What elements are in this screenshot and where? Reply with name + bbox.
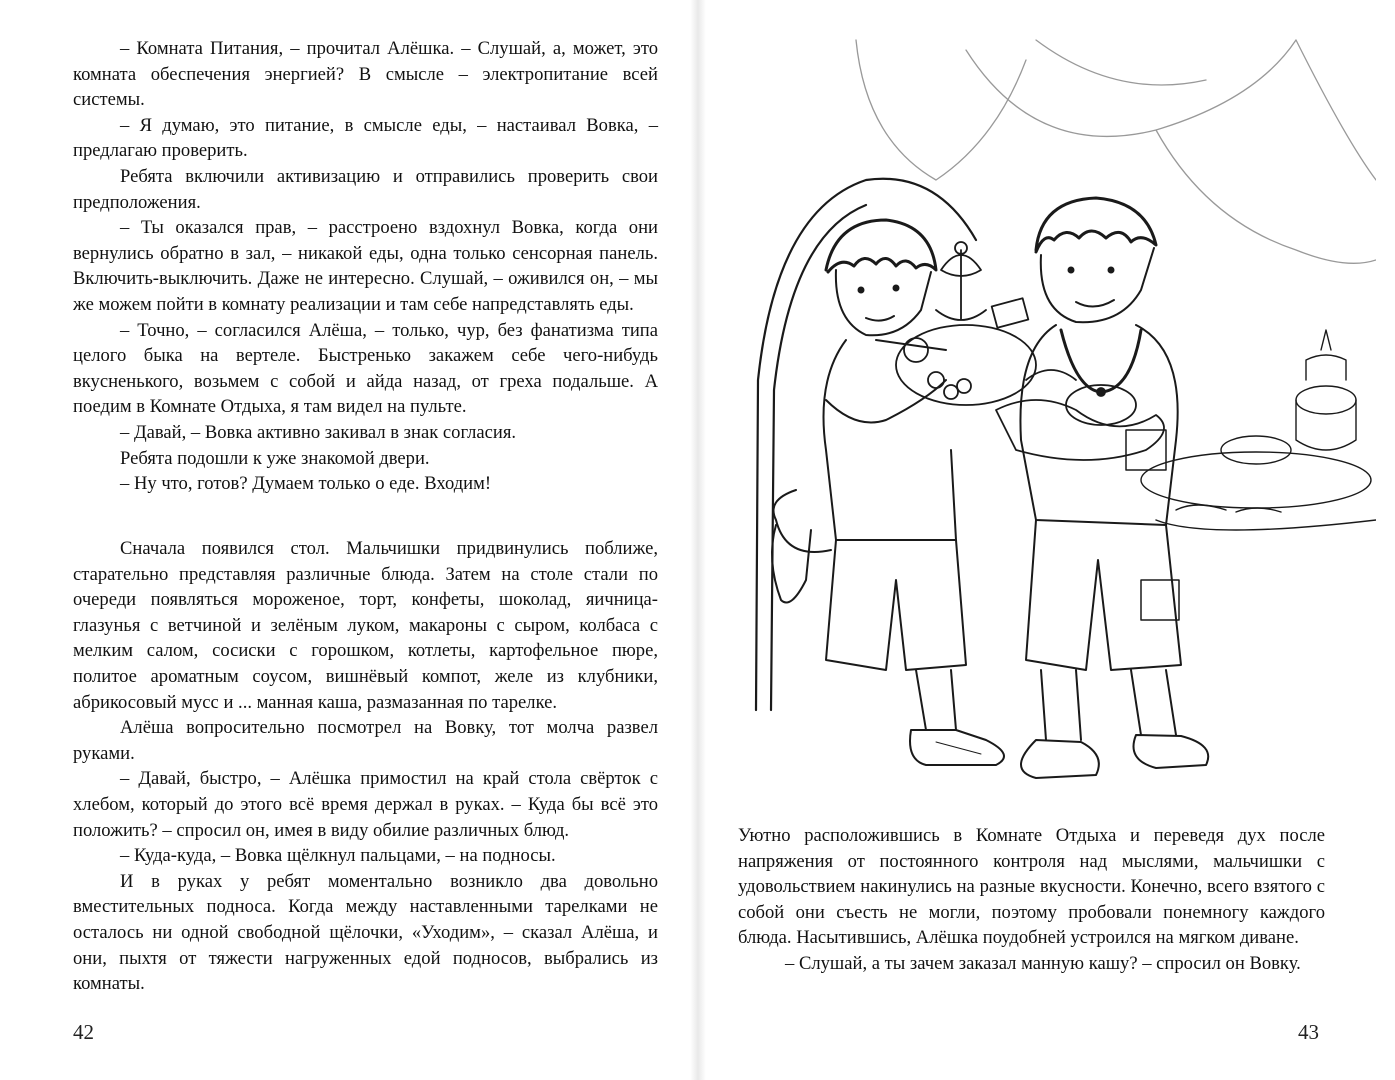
paragraph: – Ты оказался прав, – расстроено вздохнул Вовка, когда они вернулись обратно в зал, – никакой еды, одна только сенсорная панель. Включить-выключить. Даже не интересно. Слушай, – оживился он, – мы же можем пойти в комнату реализации и там себе напредставлять еды. bbox=[73, 217, 658, 315]
paragraph: И в руках у ребят моментально возникло два довольно вместительных подноса. Когда между наставленными тарелками не осталось ни одной свободной щёлочки, «Уходим», – сказал Алёша, и они, пыхтя от тяжести нагруженных едой подносов, выбрались из комнаты. bbox=[73, 870, 658, 995]
paragraph: Алёша вопросительно посмотрел на Вовку, тот молча развел руками. bbox=[73, 717, 658, 764]
left-text-section-1 bbox=[73, 36, 658, 497]
left-boy bbox=[772, 220, 1004, 765]
paragraph: – Я думаю, это питание, в смысле еды, – настаивал Вовка, – предлагаю проверить. bbox=[73, 114, 658, 162]
paragraph: Уютно расположившись в Комнате Отдыха и переведя дух после напряжения от постоянного контроля над мыслями, мальчишки с удовольствием накинулись на разные вкусности. Конечно, всего взятого с собой они съесть не могли, поэтому пробовали понемногу каждого блюда. Насытившись, Алёшка поудобней устроился на мягком диване. bbox=[738, 825, 1325, 949]
food-trays bbox=[896, 242, 1164, 460]
paragraph: – Куда-куда, – Вовка щёлкнул пальцами, – на подносы. bbox=[120, 845, 556, 867]
paragraph: – Ну что, готов? Думаем только о еде. Входим! bbox=[120, 473, 492, 495]
page-number: 42 bbox=[73, 1020, 94, 1044]
paragraph: – Давай, – Вовка активно закивал в знак согласия. bbox=[120, 421, 517, 443]
illustration-two-boys-with-trays bbox=[736, 20, 1376, 810]
left-text-section-2 bbox=[73, 536, 658, 997]
drapery-lines bbox=[856, 40, 1376, 263]
page-number: 43 bbox=[1298, 1020, 1319, 1044]
paragraph: – Комната Питания, – прочитал Алёшка. – Слушай, а, может, это комната обеспечения энергией? В смысле – электропитание всей системы. bbox=[73, 38, 658, 111]
right-page bbox=[698, 0, 1395, 1080]
paragraph: Ребята подошли к уже знакомой двери. bbox=[120, 447, 430, 469]
paragraph: – Точно, – согласился Алёша, – только, чур, без фанатизма типа целого быка на вертеле. Быстренько закажем себе чего-нибудь вкусненького, возьмем с собой и айда назад, от греха подальше. А поедим в Комнате Отдыха, я там видел на пульте. bbox=[73, 319, 658, 418]
paragraph: – Слушай, а ты зачем заказал манную кашу? – спросил он Вовку. bbox=[785, 952, 1301, 974]
paragraph: – Давай, быстро, – Алёшка примостил на край стола свёрток с хлебом, который до этого всё время держал в руках. – Куда бы всё это положить? – спросил он, имея в виду обилие различных блюд. bbox=[73, 768, 658, 841]
right-text-section bbox=[738, 823, 1325, 977]
right-boy bbox=[1020, 198, 1208, 778]
paragraph: Сначала появился стол. Мальчишки придвинулись поближе, старательно представляя различные блюда. Затем на столе стали по очереди появляться мороженое, торт, конфеты, шоколад, яичница-глазунья с ветчиной и зелёным луком, макароны с сыром, колбаса с мелким салом, сосиски с горошком, котлеты, картофельное пюре, политое ароматным соусом, вишнёвый компот, желе из клубники, абрикосовый мусс и ... манная каша, размазанная по тарелке. bbox=[73, 538, 658, 713]
paragraph: Ребята включили активизацию и отправились проверить свои предположения. bbox=[73, 165, 658, 213]
